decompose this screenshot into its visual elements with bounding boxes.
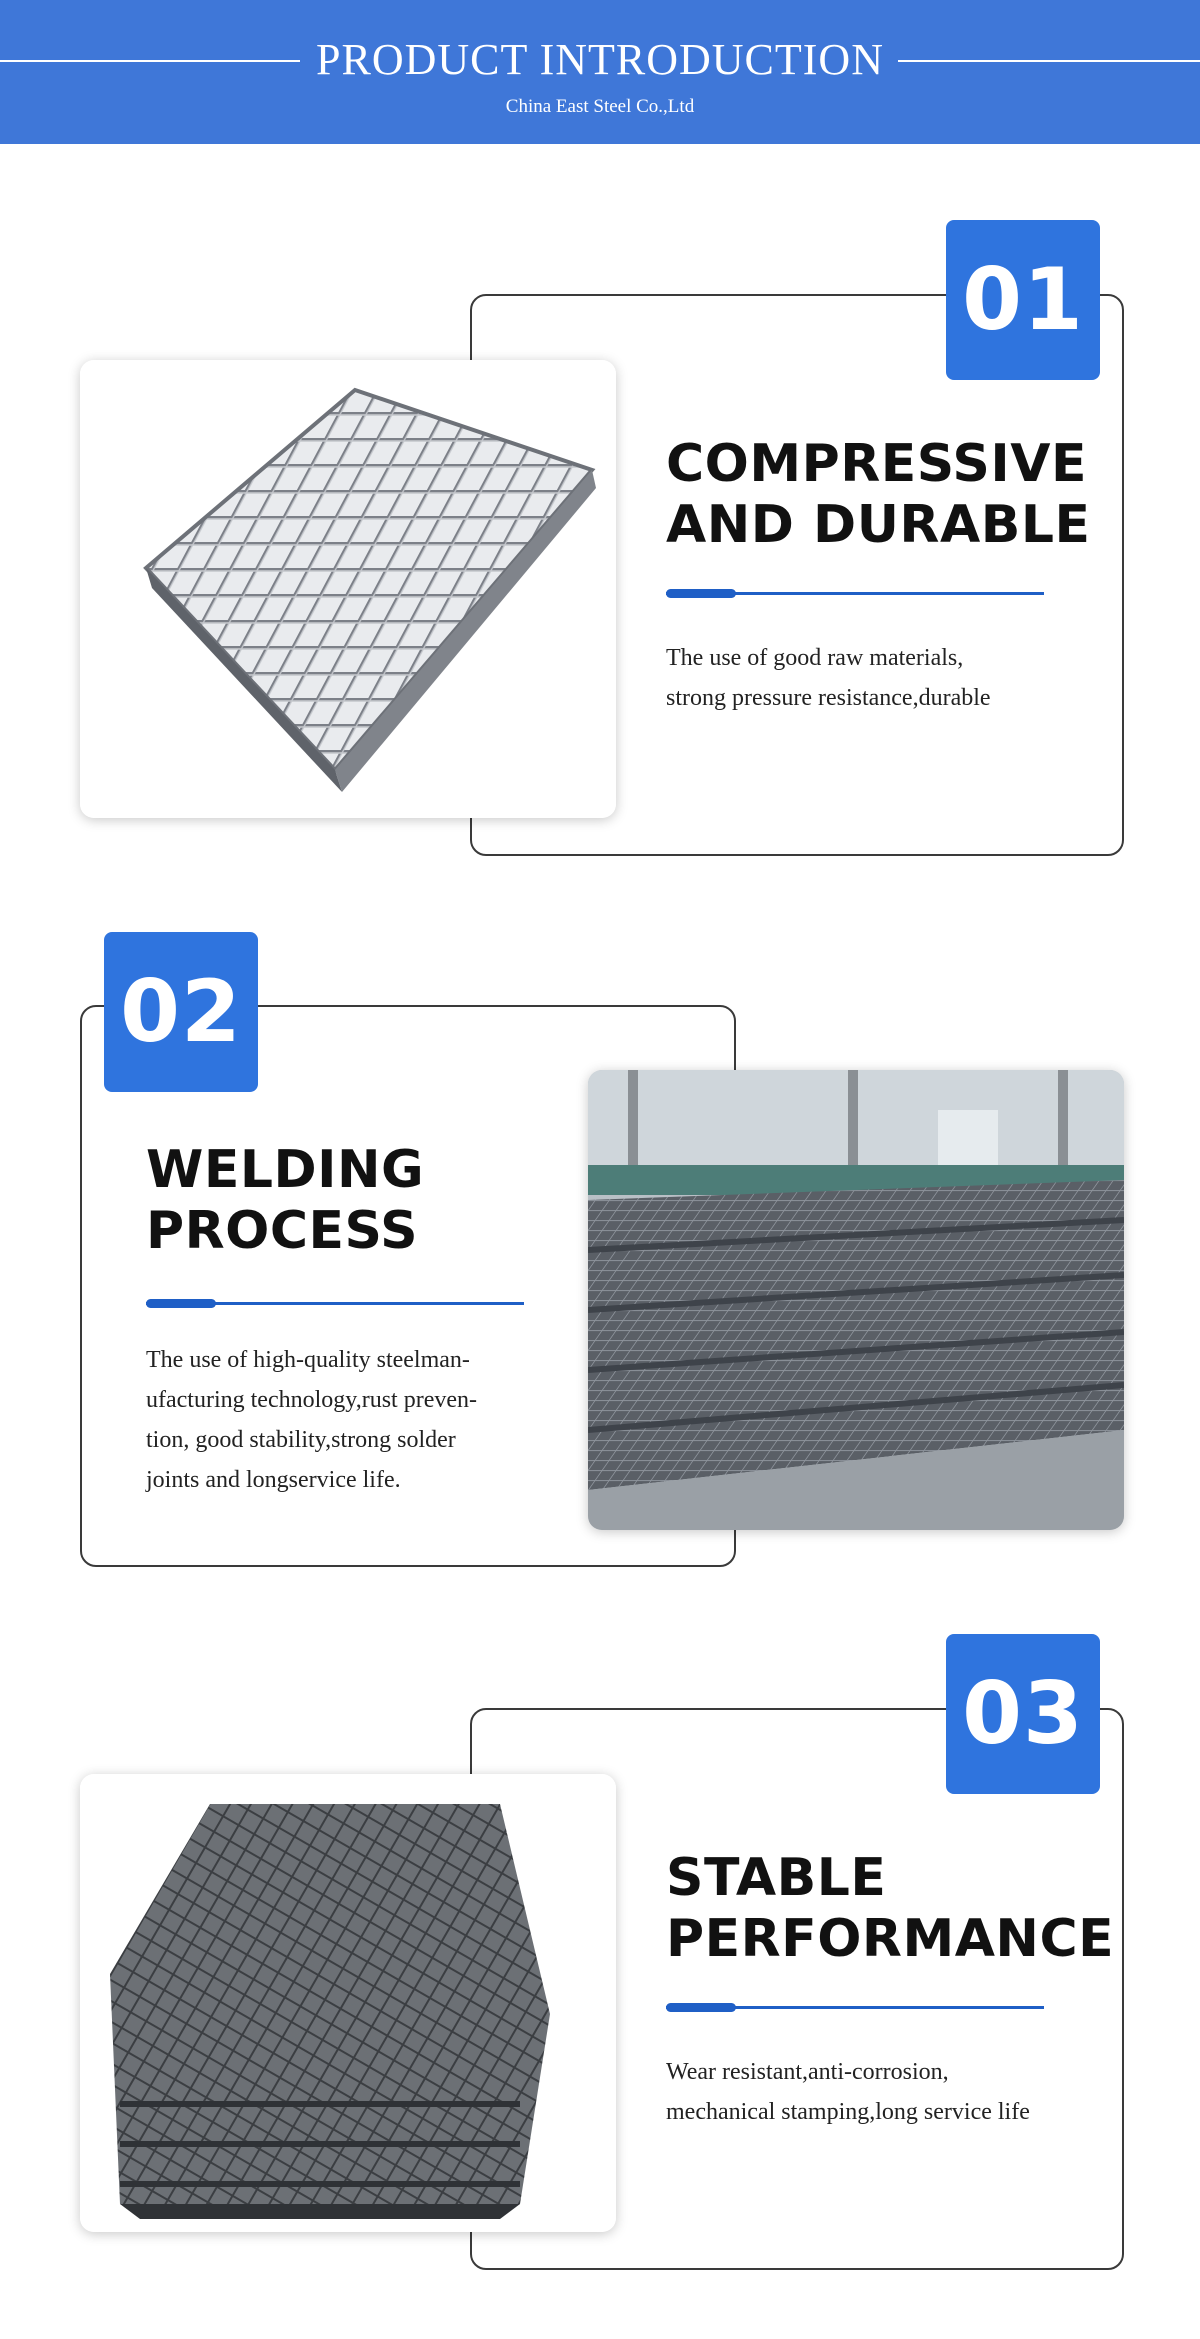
title-underline-accent: [666, 589, 736, 598]
feature-title: COMPRESSIVE AND DURABLE: [666, 434, 1091, 555]
header-banner: [0, 0, 1200, 144]
dark-mesh-sheets-photo: [80, 1774, 616, 2232]
feature-description: Wear resistant,anti-corrosion, mechanical stamping,long service life: [666, 2059, 1030, 2125]
feature-number-badge: 01: [946, 220, 1100, 380]
feature-number-badge: 02: [104, 932, 258, 1092]
title-underline-accent: [666, 2003, 736, 2012]
page-subtitle: China East Steel Co.,Ltd: [505, 96, 695, 117]
feature-number-badge: 03: [946, 1634, 1100, 1794]
feature-title: WELDING PROCESS: [146, 1140, 425, 1261]
title-underline-accent: [146, 1299, 216, 1308]
welded-mesh-panel-photo: [80, 360, 616, 818]
feature-description: The use of high-quality steelman- ufacturing technology,rust preven- tion, good stability,strong solder joints and longservice life.: [146, 1347, 477, 1493]
feature-description: The use of good raw materials, strong pressure resistance,durable: [666, 645, 991, 711]
factory-mesh-stack-photo: [588, 1070, 1124, 1530]
feature-title: STABLE PERFORMANCE: [666, 1848, 1115, 1969]
page-title: PRODUCT INTRODUCTION: [316, 35, 884, 84]
